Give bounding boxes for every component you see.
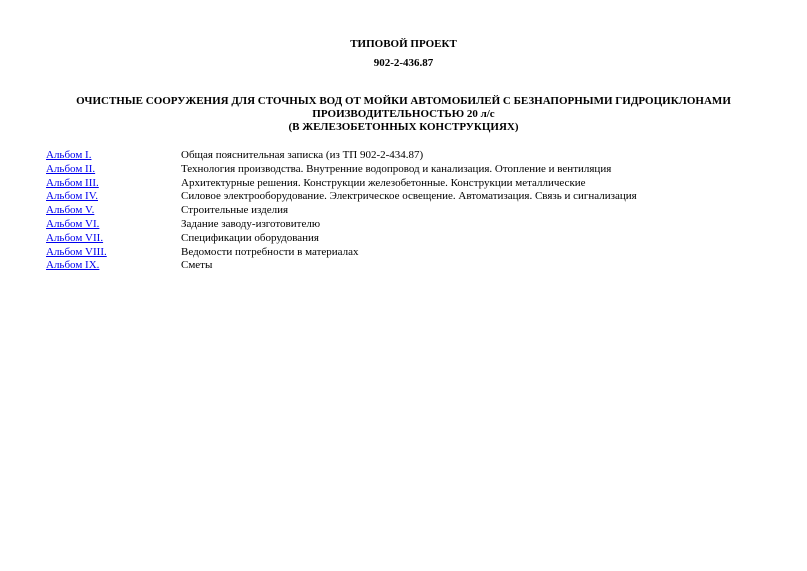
project-title-line-2: ПРОИЗВОДИТЕЛЬНОСТЬЮ 20 л/с — [312, 108, 495, 120]
album-row-4 — [46, 190, 786, 204]
album-6-description: Задание заводу-изготовителю — [181, 217, 321, 230]
album-2-link[interactable]: Альбом II. — [46, 162, 96, 175]
album-4-description: Силовое электрооборудование. Электрическое освещение. Автоматизация. Связь и сигнализация — [181, 190, 637, 203]
album-row-5 — [46, 204, 786, 218]
album-list — [46, 149, 786, 273]
album-row-9 — [46, 259, 786, 273]
album-9-description: Сметы — [181, 259, 213, 272]
album-3-description: Архитектурные решения. Конструкции железобетонные. Конструкции металлические — [181, 176, 586, 189]
album-5-description: Строительные изделия — [181, 204, 289, 217]
album-6-link[interactable]: Альбом VI. — [46, 217, 100, 230]
album-row-7 — [46, 232, 786, 246]
project-code-heading: 902-2-436.87 — [373, 57, 434, 69]
album-1-description: Общая пояснительная записка (из ТП 902-2-434.87) — [181, 149, 424, 161]
project-title — [40, 95, 767, 134]
album-8-link[interactable]: Альбом VIII. — [46, 245, 107, 258]
album-7-link[interactable]: Альбом VII. — [46, 231, 104, 244]
album-3-link[interactable]: Альбом III. — [46, 176, 99, 189]
album-8-description: Ведомости потребности в материалах — [181, 245, 359, 258]
album-9-link[interactable]: Альбом IX. — [46, 259, 100, 272]
album-2-description: Технология производства. Внутренние водопровод и канализация. Отопление и вентиляция — [181, 162, 612, 175]
project-title-line-1: ОЧИСТНЫЕ СООРУЖЕНИЯ ДЛЯ СТОЧНЫХ ВОД ОТ МОЙКИ АВТОМОБИЛЕЙ С БЕЗНАПОРНЫМИ ГИДРОЦИКЛОНАМИ — [76, 95, 731, 107]
album-row-3 — [46, 177, 786, 191]
album-row-8 — [46, 246, 786, 260]
album-5-link[interactable]: Альбом V. — [46, 204, 95, 217]
album-row-1 — [46, 149, 786, 163]
album-1-link[interactable]: Альбом I. — [46, 149, 92, 161]
album-row-2 — [46, 163, 786, 177]
project-type-heading: ТИПОВОЙ ПРОЕКТ — [350, 38, 457, 50]
album-row-6 — [46, 218, 786, 232]
album-4-link[interactable]: Альбом IV. — [46, 190, 98, 203]
album-7-description: Спецификации оборудования — [181, 231, 319, 244]
project-title-line-3: (В ЖЕЛЕЗОБЕТОННЫХ КОНСТРУКЦИЯХ) — [288, 121, 519, 133]
